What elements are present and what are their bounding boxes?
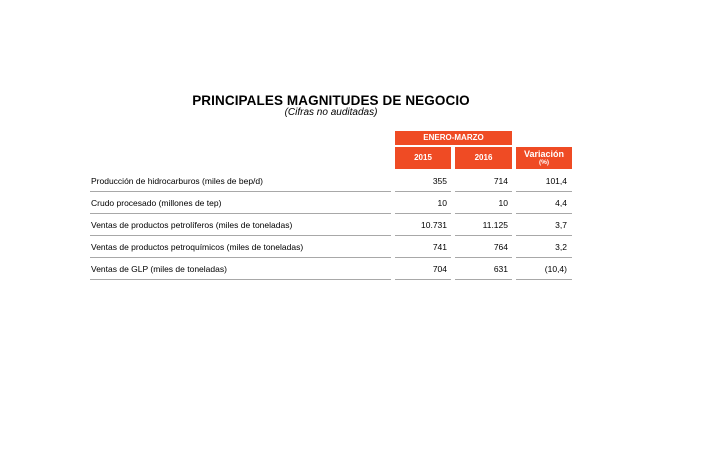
page-subtitle: (Cifras no auditadas) (284, 107, 378, 118)
header-variation-unit: (%) (538, 159, 550, 166)
row-label: Crudo procesado (millones de tep) (90, 194, 391, 214)
header-variation (516, 147, 572, 169)
row-variation: 101,4 (516, 172, 572, 192)
row-variation: 3,7 (516, 216, 572, 236)
table-row (0, 216, 712, 236)
header-year-2015: 2015 (395, 147, 451, 169)
page-title: PRINCIPALES MAGNITUDES DE NEGOCIO (192, 93, 470, 108)
row-value-2016: 714 (455, 172, 512, 192)
row-label: Ventas de GLP (miles de toneladas) (90, 260, 391, 280)
header-variation-label: Variación (523, 149, 565, 159)
row-variation: (10,4) (516, 260, 572, 280)
row-value-2015: 10 (395, 194, 451, 214)
row-value-2016: 11.125 (455, 216, 512, 236)
row-value-2015: 355 (395, 172, 451, 192)
row-variation: 4,4 (516, 194, 572, 214)
table-row (0, 260, 712, 280)
row-label: Ventas de productos petroquímicos (miles de toneladas) (90, 238, 391, 258)
row-value-2016: 10 (455, 194, 512, 214)
row-variation: 3,2 (516, 238, 572, 258)
row-label: Ventas de productos petrolíferos (miles de toneladas) (90, 216, 391, 236)
table-row (0, 238, 712, 258)
row-value-2015: 10.731 (395, 216, 451, 236)
header-year-2016: 2016 (455, 147, 512, 169)
header-period-group: ENERO-MARZO (395, 131, 512, 145)
row-value-2016: 764 (455, 238, 512, 258)
row-label: Producción de hidrocarburos (miles de bep/d) (90, 172, 391, 192)
row-value-2016: 631 (455, 260, 512, 280)
table-row (0, 194, 712, 214)
row-value-2015: 704 (395, 260, 451, 280)
table-row (0, 172, 712, 192)
row-value-2015: 741 (395, 238, 451, 258)
